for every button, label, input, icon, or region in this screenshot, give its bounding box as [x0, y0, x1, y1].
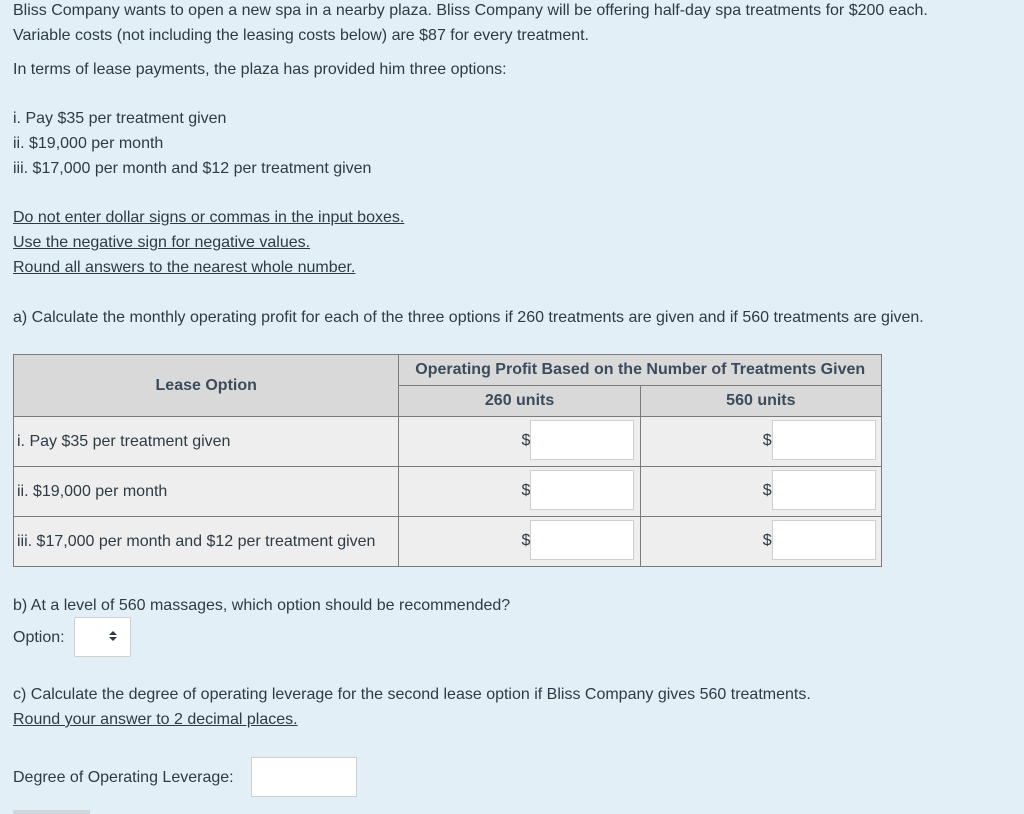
dol-input[interactable] — [251, 757, 357, 797]
instruction-rounding[interactable]: Round all answers to the nearest whole number. — [13, 259, 356, 276]
dollar-sign: $ — [521, 532, 531, 549]
row-label: ii. $19,000 per month — [14, 467, 399, 517]
dollar-sign: $ — [762, 532, 772, 549]
select-updown-icon — [108, 628, 118, 644]
profit-input-260-option-1[interactable] — [530, 420, 634, 460]
intro-line-2: Variable costs (not including the leasing costs below) are $87 for every treatment. — [13, 27, 589, 44]
cell-560 — [640, 517, 881, 567]
cell-260 — [399, 467, 640, 517]
header-lease-option: Lease Option — [14, 355, 399, 417]
option-select-label: Option: — [13, 629, 65, 646]
cell-560 — [640, 417, 881, 467]
header-operating-profit: Operating Profit Based on the Number of Treatments Given — [399, 355, 882, 386]
intro-line-3: In terms of lease payments, the plaza has provided him three options: — [13, 61, 507, 78]
dollar-sign: $ — [762, 432, 772, 449]
instruction-no-dollar-signs[interactable]: Do not enter dollar signs or commas in the input boxes. — [13, 209, 405, 226]
profit-input-560-option-3[interactable] — [772, 520, 876, 560]
part-b-question: b) At a level of 560 massages, which option should be recommended? — [13, 597, 511, 614]
intro-line-1: Bliss Company wants to open a new spa in a nearby plaza. Bliss Company will be offering half-day spa treatments for $200 each. — [13, 2, 928, 19]
dol-label: Degree of Operating Leverage: — [13, 769, 234, 786]
profit-input-260-option-3[interactable] — [530, 520, 634, 560]
dollar-sign: $ — [762, 482, 772, 499]
row-label: i. Pay $35 per treatment given — [14, 417, 399, 467]
option-line-1: i. Pay $35 per treatment given — [13, 110, 227, 127]
dollar-sign: $ — [521, 482, 531, 499]
profit-input-560-option-2[interactable] — [772, 470, 876, 510]
part-c-question: c) Calculate the degree of operating leverage for the second lease option if Bliss Company gives 560 treatments. — [13, 686, 811, 703]
profit-input-560-option-1[interactable] — [772, 420, 876, 460]
option-select[interactable] — [74, 617, 131, 657]
table-row — [14, 517, 882, 567]
dollar-sign: $ — [521, 432, 531, 449]
cell-260 — [399, 417, 640, 467]
profit-input-260-option-2[interactable] — [530, 470, 634, 510]
operating-profit-table — [13, 354, 882, 567]
submit-button-partial[interactable] — [13, 810, 90, 814]
option-line-2: ii. $19,000 per month — [13, 135, 164, 152]
instruction-negative-sign[interactable]: Use the negative sign for negative values. — [13, 234, 311, 251]
table-row — [14, 417, 882, 467]
header-560-units: 560 units — [640, 386, 881, 417]
cell-560 — [640, 467, 881, 517]
part-c-round-note[interactable]: Round your answer to 2 decimal places. — [13, 711, 298, 728]
part-a-question: a) Calculate the monthly operating profit for each of the three options if 260 treatments are given and if 560 treatments are given. — [13, 309, 924, 326]
option-line-3: iii. $17,000 per month and $12 per treatment given — [13, 160, 372, 177]
header-260-units: 260 units — [399, 386, 640, 417]
row-label: iii. $17,000 per month and $12 per treatment given — [14, 517, 399, 567]
table-row — [14, 467, 882, 517]
cell-260 — [399, 517, 640, 567]
